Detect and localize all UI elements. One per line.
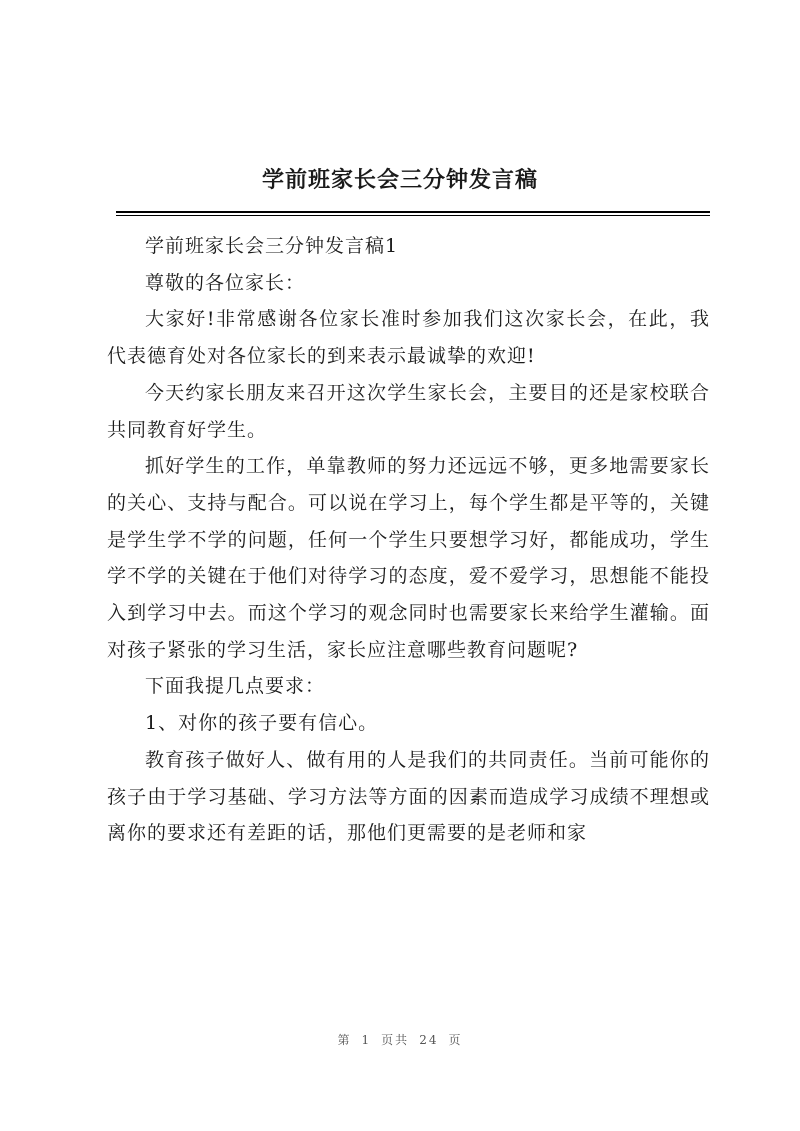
- footer-middle: 页共: [381, 1033, 410, 1047]
- page-footer: [0, 1031, 800, 1048]
- paragraph-salutation: 尊敬的各位家长：: [145, 271, 306, 294]
- title-divider: [116, 211, 710, 213]
- paragraph: 今天约家长朋友来召开这次学生家长会，主要目的还是家校联合共同教育好学生。: [107, 381, 710, 441]
- paragraph-subtitle: 学前班家长会三分钟发言稿1: [145, 235, 399, 257]
- footer-prefix: 第: [337, 1033, 352, 1047]
- document-body: [107, 228, 710, 852]
- paragraph: 下面我提几点要求：: [145, 675, 326, 698]
- paragraph: 教育孩子做好人、做有用的人是我们的共同责任。当前可能你的孩子由于学习基础、学习方法等方面的因素而造成学习成绩不理想或离你的要求还有差距的话，那他们更需要的是老师和家: [107, 748, 710, 845]
- footer-total-pages: 24: [419, 1033, 439, 1047]
- title-divider-thin: [116, 215, 710, 216]
- paragraph: 大家好!非常感谢各位家长准时参加我们这次家长会，在此，我代表德育处对各位家长的到来表示最诚挚的欢迎!: [107, 308, 710, 368]
- footer-current-page: 1: [361, 1033, 372, 1047]
- page-title: 学前班家长会三分钟发言稿: [261, 168, 538, 193]
- footer-suffix: 页: [448, 1033, 463, 1047]
- paragraph: 抓好学生的工作，单靠教师的努力还远远不够，更多地需要家长的关心、支持与配合。可以说在学习上，每个学生都是平等的，关键是学生学不学的问题，任何一个学生只要想学习好，都能成功，学生学不学的关键在于他们对待学习的态度，爱不爱学习，思想能不能投入到学习中去。而这个学习的观念同时也需要家长来给学生灌输。面对孩子紧张的学习生活，家长应注意哪些教育问题呢?: [107, 455, 710, 661]
- paragraph-list-item: 1、对你的孩子要有信心。: [145, 712, 379, 735]
